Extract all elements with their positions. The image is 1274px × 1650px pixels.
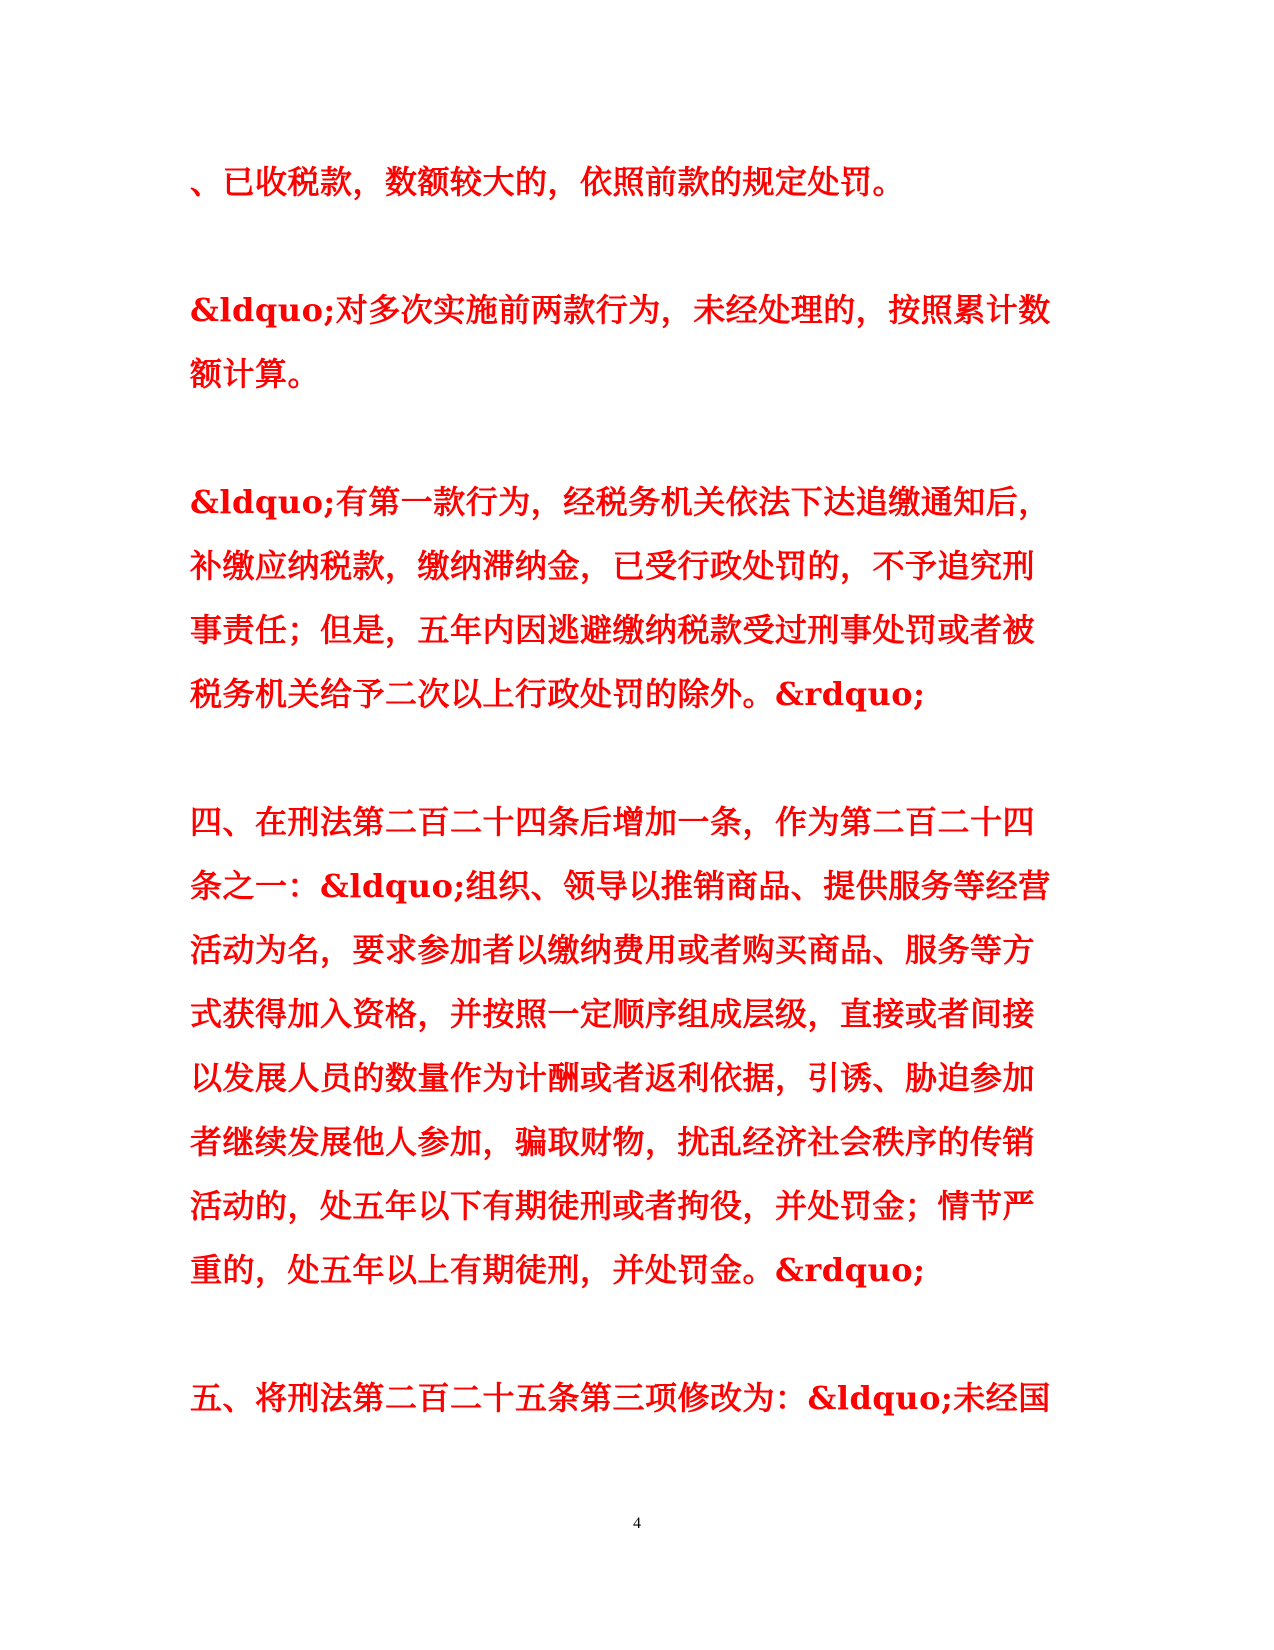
paragraph-5: 五、将刑法第二百二十五条第三项修改为：&ldquo;未经国: [190, 1379, 1051, 1417]
paragraph-1: 、已收税款，数额较大的，依照前款的规定处罚。: [190, 163, 906, 201]
document-body: [190, 150, 1060, 1494]
paragraph-4: 四、在刑法第二百二十四条后增加一条，作为第二百二十四条之一：&ldquo;组织、领导以推销商品、提供服务等经营活动为名，要求参加者以缴纳费用或者购买商品、服务等方式获得加入资格，并按照一定顺序组成层级，直接或者间接以发展人员的数量作为计酬或者返利依据，引诱、胁迫参加者继续发展他人参加，骗取财物，扰乱经济社会秩序的传销活动的，处五年以下有期徒刑或者拘役，并处罚金；情节严重的，处五年以上有期徒刑，并处罚金。&rdquo;: [190, 803, 1051, 1289]
page-number: 4: [633, 1515, 641, 1532]
paragraph-2: &ldquo;对多次实施前两款行为，未经处理的，按照累计数额计算。: [190, 291, 1051, 393]
paragraph-3: &ldquo;有第一款行为，经税务机关依法下达追缴通知后，补缴应纳税款，缴纳滞纳金，已受行政处罚的，不予追究刑事责任；但是，五年内因逃避缴纳税款受过刑事处罚或者被税务机关给予二次以上行政处罚的除外。&rdquo;: [190, 483, 1051, 713]
